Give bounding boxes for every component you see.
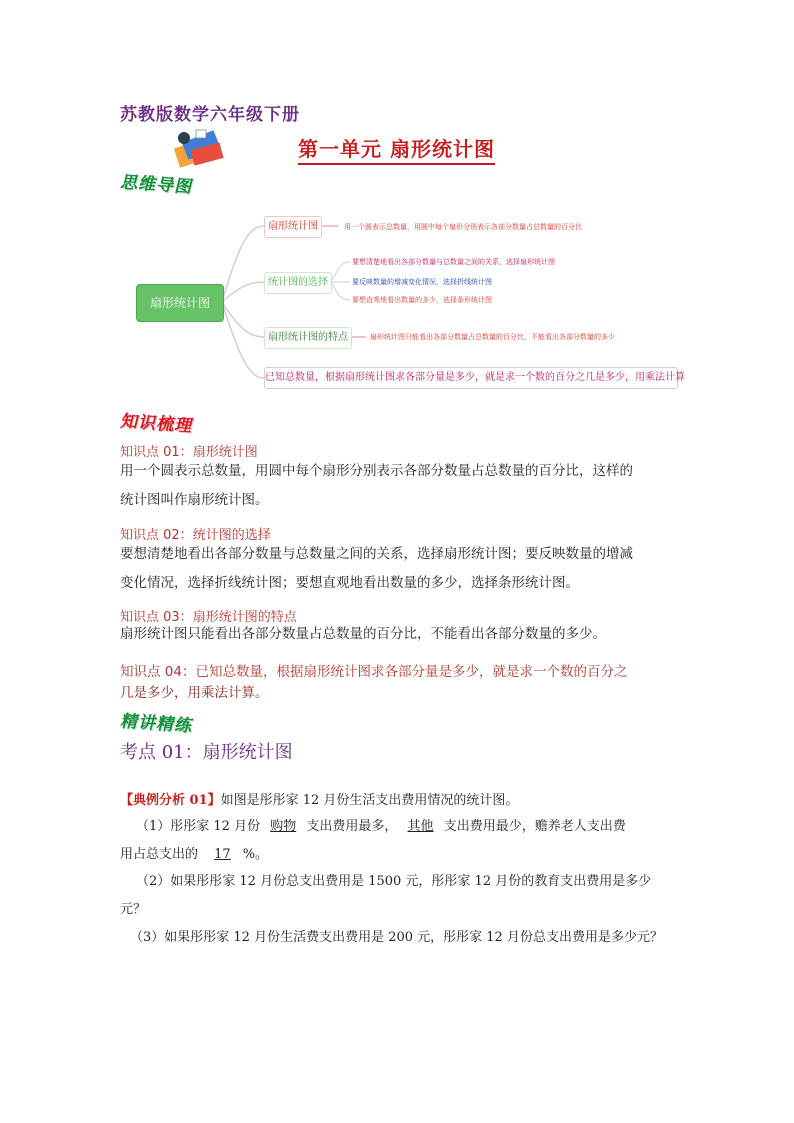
mind-map-node-calculation: 已知总数量，根据扇形统计图求各部分量是多少，就是求一个数的百分之几是多少，用乘法计算: [264, 367, 678, 389]
knowledge-point-name: 已知总数量，根据扇形统计图求各部分量是多少，就是求一个数的百分之: [195, 664, 628, 680]
knowledge-point-label: 知识点 02：: [120, 528, 193, 543]
answer-blank-most: 购物: [270, 819, 297, 834]
text-line: 扇形统计图只能看出各部分数量占总数量的百分比，不能看出各部分数量的多少。: [120, 626, 606, 642]
knowledge-point-4-label: [120, 660, 700, 680]
answer-blank-percent: 17: [214, 847, 231, 862]
text-line: 统计图叫作扇形统计图。: [120, 492, 269, 508]
question-text: 用占总支出的: [120, 847, 199, 862]
text-line: 变化情况，选择折线统计图；要想直观地看出数量的多少，选择条形统计图。: [120, 575, 579, 591]
question-text: （1）彤彤家 12 月份: [136, 819, 261, 834]
exam-point-name: 扇形统计图: [202, 742, 293, 763]
mind-map-node-chart-choice: 统计图的选择: [264, 272, 332, 294]
mind-map-node-features: 扇形统计图的特点: [264, 327, 352, 349]
question-2-line-1: （2）如果彤彤家 12 月份总支出费用是 1500 元，彤彤家 12 月份的教育支出费用是多少: [136, 874, 652, 889]
knowledge-point-3-text: [120, 620, 680, 649]
knowledge-point-name: 扇形统计图的特点: [192, 610, 297, 625]
subject-title: 苏教版数学六年级下册: [120, 105, 300, 125]
unit-title: 第一单元 扇形统计图: [298, 133, 495, 165]
knowledge-point-label: 知识点 03：: [120, 610, 193, 625]
knowledge-point-label: 知识点 04：: [120, 664, 196, 680]
mind-map-central-node: 扇形统计图: [136, 284, 224, 322]
question-1-line-2: [120, 841, 268, 869]
mind-map-leaf-choice-sector: 要想清楚地看出各部分数量与总数量之间的关系，选择扇形统计图: [352, 258, 555, 266]
question-text: 支出费用最少，赡养老人支出费: [443, 819, 626, 834]
mind-map-leaf-definition: 用一个圆表示总数量，用圆中每个扇形分别表示各部分数量占总数量的百分比: [344, 223, 582, 231]
example-intro-text: 如图是彤彤家 12 月份生活支出费用情况的统计图。: [220, 793, 519, 808]
section-heading-knowledge: 知识梳理: [120, 411, 192, 437]
text-line: 要想清楚地看出各部分数量与总数量之间的关系，选择扇形统计图；要反映数量的增减: [120, 546, 633, 562]
mind-map-leaf-choice-bar: 要想直观地看出数量的多少，选择条形统计图: [352, 296, 492, 304]
mind-map-leaf-features: 扇形统计图只能看出各部分数量占总数量的百分比，不能看出各部分数量的多少: [370, 333, 615, 341]
knowledge-point-4-text: [120, 679, 680, 708]
mind-map-node-sector-chart: 扇形统计图: [264, 216, 322, 238]
text-line: 用一个圆表示总数量，用圆中每个扇形分别表示各部分数量占总数量的百分比，这样的: [120, 463, 633, 479]
example-tag: 【典例分析 01】: [120, 793, 221, 808]
knowledge-point-name: 扇形统计图: [192, 445, 258, 460]
exam-point-prefix: 考点 01：: [120, 742, 203, 763]
text-line: 几是多少，用乘法计算。: [120, 685, 269, 701]
question-3: （3）如果彤彤家 12 月份生活费支出费用是 200 元，彤彤家 12 月份总支出费用是多少元？: [130, 930, 663, 945]
section-heading-practice: 精讲精练: [120, 711, 192, 737]
exam-point-title: [120, 738, 293, 764]
knowledge-point-label: 知识点 01：: [120, 445, 193, 460]
question-1-line-1: [136, 813, 626, 841]
mind-map-connectors: [0, 0, 794, 420]
question-2-line-2: 元？: [120, 902, 147, 917]
question-text: %。: [242, 847, 269, 862]
mind-map-leaf-choice-line: 要反映数量的增减变化情况，选择折线统计图: [352, 278, 492, 286]
question-text: 支出费用最多，: [306, 819, 398, 834]
knowledge-point-name: 统计图的选择: [192, 528, 271, 543]
example-intro: [120, 789, 518, 808]
knowledge-point-1-text: [120, 457, 680, 515]
answer-blank-least: 其他: [407, 819, 434, 834]
section-heading-mind-map: 思维导图: [120, 172, 192, 198]
knowledge-point-2-text: [120, 540, 680, 598]
